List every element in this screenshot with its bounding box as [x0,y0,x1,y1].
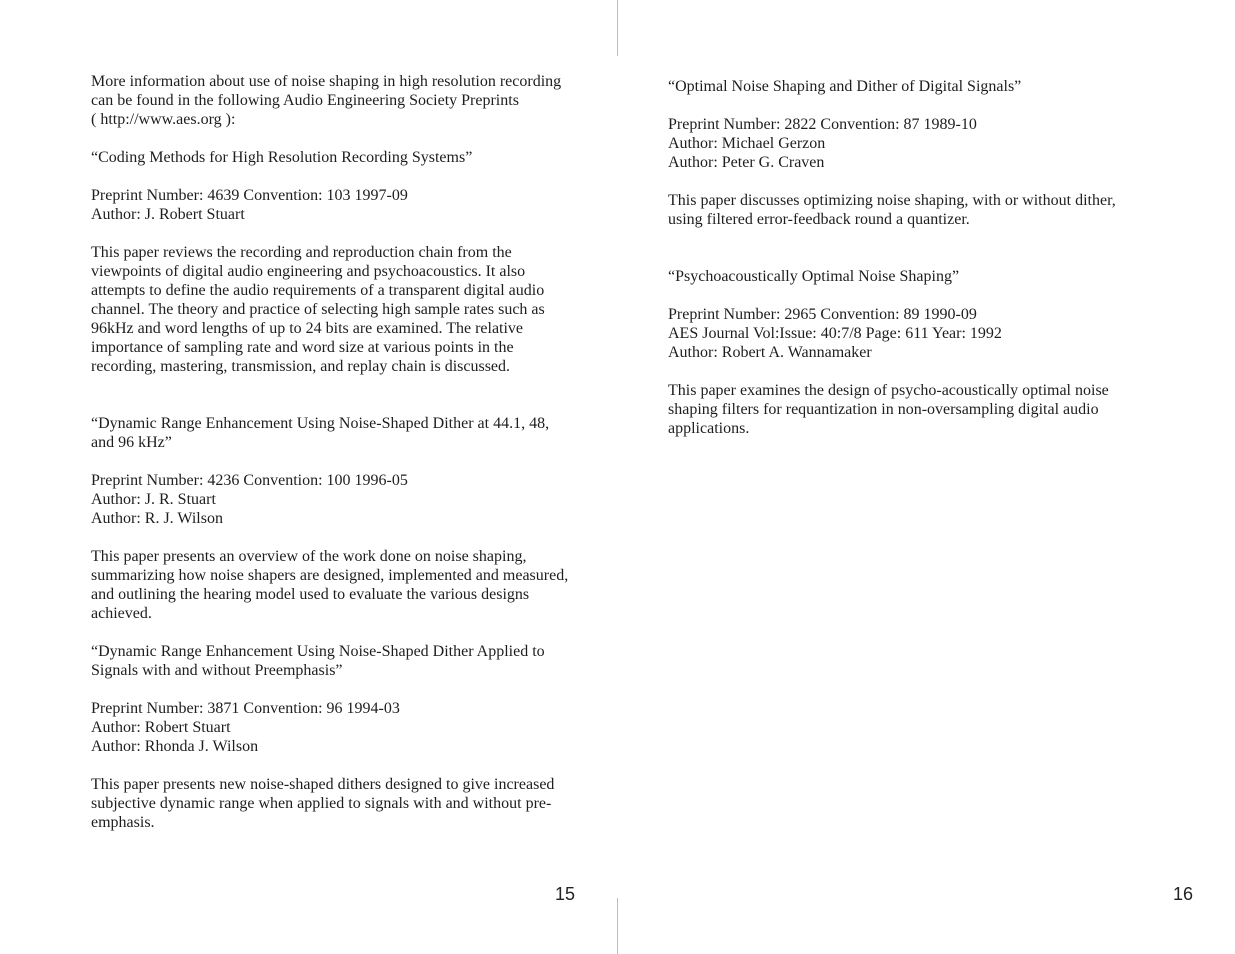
entry-details: Preprint Number: 3871 Convention: 96 1994-03 Author: Robert Stuart Author: Rhonda J. Wilson [91,700,400,755]
entry-abstract: This paper reviews the recording and reproduction chain from the viewpoints of digital audio engineering and psychoacoustics. It also attempts to define the audio requirements of a transparent digital audio channel. The theory and practice of selecting high sample rates such as 96kHz and word lengths of up to 24 bits are examined. The relative importance of sampling rate and word size at various points in the recording, mastering, transmission, and replay chain is discussed. [91,244,545,375]
entry-details: Preprint Number: 4236 Convention: 100 1996-05 Author: J. R. Stuart Author: R. J. Wilson [91,472,408,527]
intro-paragraph: More information about use of noise shaping in high resolution recording can be found in the following Audio Engineering Society Preprints ( http://www.aes.org ): [91,73,562,128]
page-number-left: 15 [555,884,576,904]
page-fold-top [617,0,618,56]
entry-details: Preprint Number: 2822 Convention: 87 1989-10 Author: Michael Gerzon Author: Peter G. Craven [668,116,977,171]
entry-title: “Optimal Noise Shaping and Dither of Digital Signals” [668,78,1022,95]
left-page [91,72,611,832]
entry-abstract: This paper discusses optimizing noise shaping, with or without dither, using filtered error-feedback round a quantizer. [668,192,1116,228]
page-fold-bottom [617,898,618,954]
entry-details: Preprint Number: 2965 Convention: 89 1990-09 AES Journal Vol:Issue: 40:7/8 Page: 611 Year: 1992 Author: Robert A. Wannamaker [668,306,1002,361]
right-page [668,77,1168,438]
entry-abstract: This paper presents an overview of the work done on noise shaping, summarizing how noise shapers are designed, implemented and measured, and outlining the hearing model used to evaluate the various designs achieved. [91,548,569,622]
entry-title: “Dynamic Range Enhancement Using Noise-Shaped Dither Applied to Signals with and without Preemphasis” [91,643,545,679]
page-number-right: 16 [1173,884,1194,904]
entry-details: Preprint Number: 4639 Convention: 103 1997-09 Author: J. Robert Stuart [91,187,408,223]
entry-abstract: This paper examines the design of psycho-acoustically optimal noise shaping filters for requantization in non-oversampling digital audio applications. [668,382,1109,437]
entry-title: “Coding Methods for High Resolution Recording Systems” [91,149,473,166]
entry-abstract: This paper presents new noise-shaped dithers designed to give increased subjective dynamic range when applied to signals with and without pre- emphasis. [91,776,555,831]
entry-title: “Dynamic Range Enhancement Using Noise-Shaped Dither at 44.1, 48, and 96 kHz” [91,415,550,451]
entry-title: “Psychoacoustically Optimal Noise Shaping” [668,268,960,285]
